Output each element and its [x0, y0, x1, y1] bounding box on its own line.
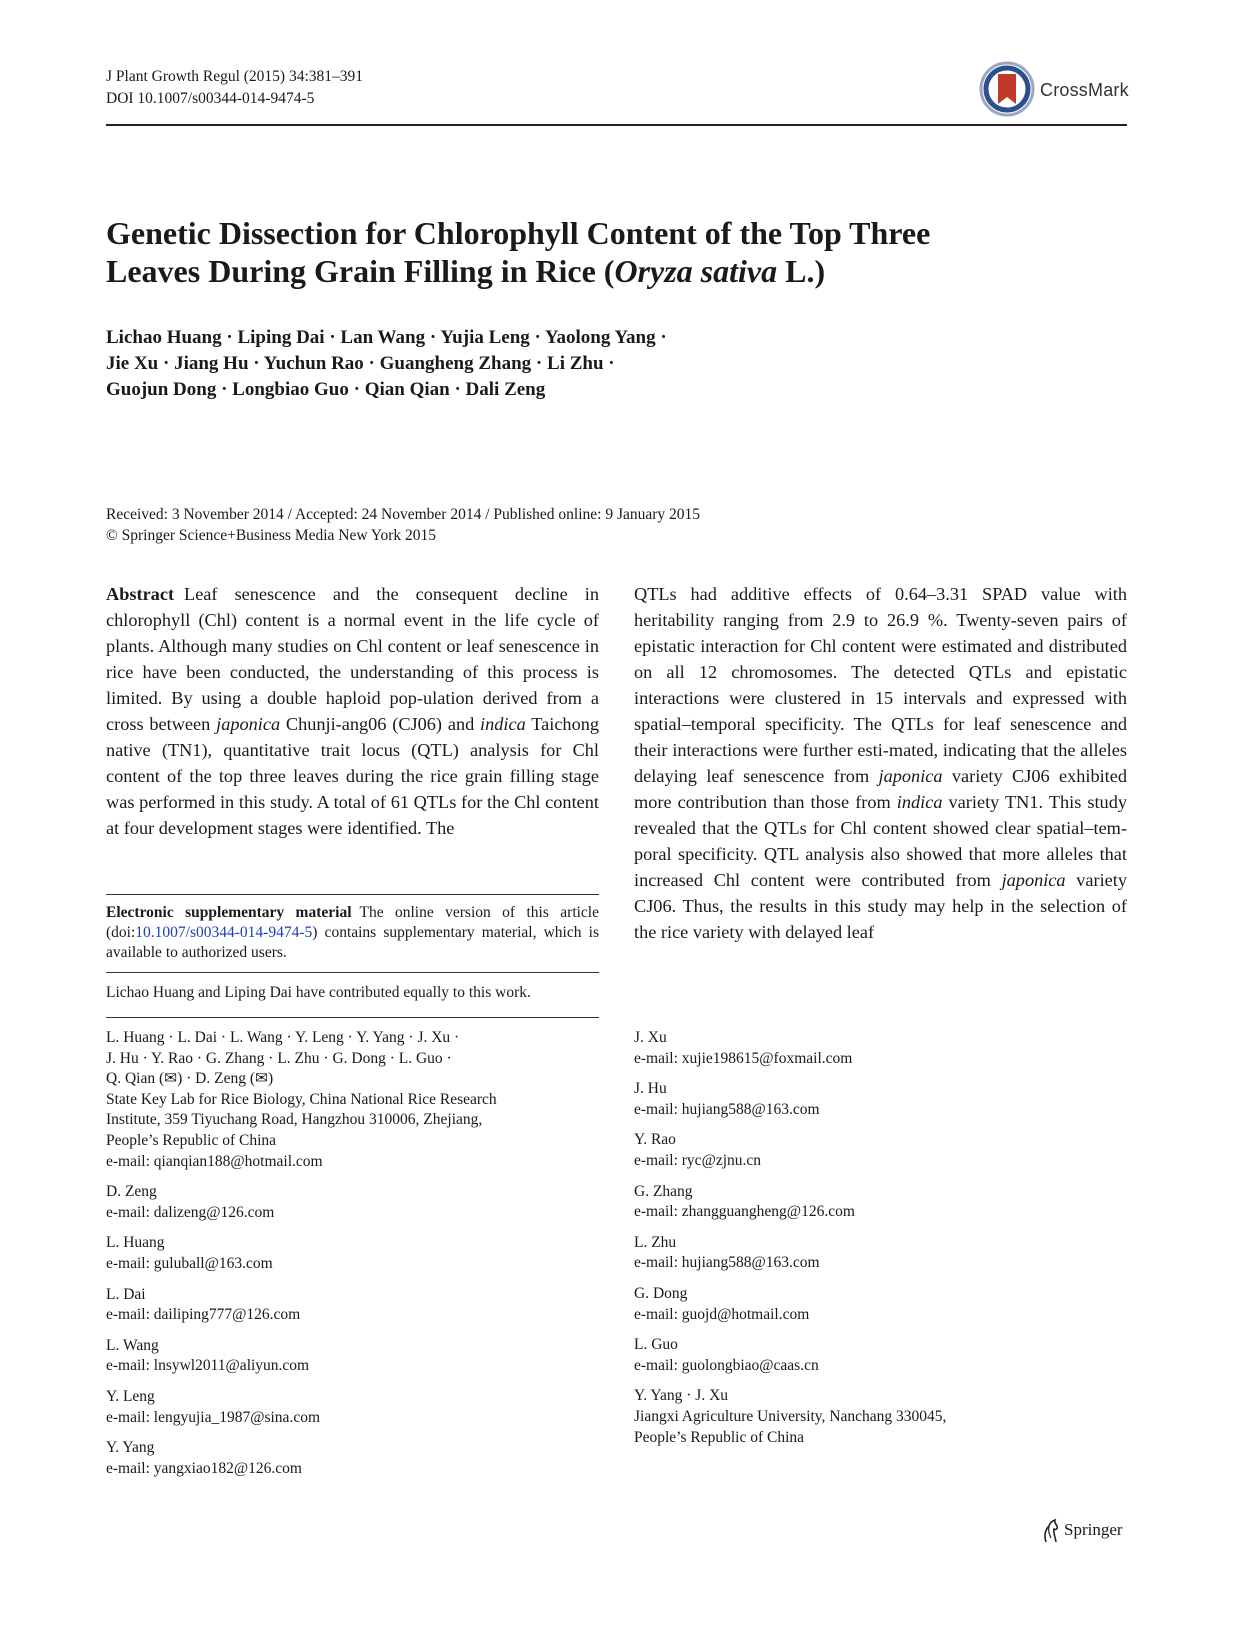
supplementary-doi-link[interactable]: 10.1007/s00344-014-9474-5 [135, 924, 313, 941]
contact-name: Y. Rao [634, 1131, 676, 1149]
contact-line: L. Huang · L. Dai · L. Wang · Y. Leng · Y. Yang · J. Xu · [106, 1029, 460, 1046]
abstract-text: Taichong native (TN1), quantitative trait locus (QTL) analysis for Chl content of the top three leaves during the rice grain filling stage was performed in this study. A total of 61 QTLs for the Chl content at four development stages were identified. The [106, 714, 599, 838]
contact-line: State Key Lab for Rice Biology, China National Rice Research [106, 1090, 497, 1108]
abstract-italic: indica [480, 714, 526, 734]
contact-email[interactable]: e-mail: guojd@hotmail.com [634, 1305, 810, 1323]
contact-block [634, 1284, 1127, 1325]
contact-email[interactable]: e-mail: hujiang588@163.com [634, 1100, 820, 1118]
contact-name: Y. Leng [106, 1387, 155, 1405]
contact-line: Q. Qian (✉) · D. Zeng (✉) [106, 1070, 274, 1088]
contact-block [634, 1386, 1127, 1448]
contact-block [634, 1079, 1127, 1120]
footnote-divider [106, 894, 599, 895]
abstract-text: QTLs had additive effects of 0.64–3.31 SPAD value with heritability ranging from 2.9 to 26.9 %. Twenty-seven pairs of epistatic interaction for Chl content were estimated and distributed on all 12 chromosomes. The detected QTLs and epistatic interactions were clustered in 15 intervals and expressed with spatial–temporal specificity. The QTLs for leaf senescence and their interactions were further esti-mated, indicating that the alleles delaying leaf senescence from [634, 584, 1127, 786]
journal-citation: J Plant Growth Regul (2015) 34:381–391 [106, 68, 364, 85]
contact-email[interactable]: e-mail: zhangguangheng@126.com [634, 1203, 855, 1221]
author-line-1: Lichao Huang · Liping Dai · Lan Wang · Yujia Leng · Yaolong Yang · [106, 327, 667, 348]
abstract-text: variety CJ06 exhibited more contribution than those from [634, 766, 1127, 812]
copyright: © Springer Science+Business Media New York 2015 [106, 527, 437, 544]
abstract-text: variety TN1. This study revealed that the QTLs for Chl content showed clear spatial–tem-poral specificity. QTL analysis also showed that more alleles that increased Chl content were contributed from [634, 792, 1127, 890]
crossmark-label: CrossMark [1040, 80, 1129, 100]
contact-block [634, 1130, 1127, 1171]
contact-name: L. Dai [106, 1285, 146, 1303]
contact-email[interactable]: e-mail: ryc@zjnu.cn [634, 1151, 762, 1169]
contact-block [106, 1028, 599, 1172]
article-title [106, 214, 1066, 290]
contact-block [634, 1233, 1127, 1274]
abstract-italic: japonica [216, 714, 281, 734]
contact-block [106, 1336, 599, 1377]
abstract-left-column [106, 581, 599, 841]
contact-name: L. Guo [634, 1336, 678, 1354]
affiliations-left [106, 1028, 599, 1489]
header-rule [106, 124, 1127, 126]
equal-contribution-note: Lichao Huang and Liping Dai have contributed equally to this work. [106, 984, 531, 1001]
springer-logo [1040, 1518, 1140, 1546]
contact-name: L. Huang [106, 1234, 165, 1252]
contact-line: People’s Republic of China [106, 1131, 277, 1149]
title-line-2 [106, 252, 1066, 290]
contact-line: People’s Republic of China [634, 1428, 805, 1446]
title-line-1: Genetic Dissection for Chlorophyll Content of the Top Three [106, 215, 931, 251]
contact-block [106, 1285, 599, 1326]
abstract-text: variety CJ06. Thus, the results in this study may help in the selection of the rice variety with delayed leaf [634, 870, 1127, 942]
doi-line: DOI 10.1007/s00344-014-9474-5 [106, 90, 315, 107]
crossmark-icon [978, 60, 1036, 118]
contact-name: G. Zhang [634, 1182, 693, 1200]
contact-name: G. Dong [634, 1284, 688, 1302]
journal-header [106, 66, 363, 110]
abstract-text: Chunji-ang06 (CJ06) and [280, 714, 481, 734]
abstract-italic: japonica [1001, 870, 1066, 890]
title-line-2-pre: Leaves During Grain Filling in Rice ( [106, 253, 615, 289]
contact-email[interactable]: e-mail: hujiang588@163.com [634, 1254, 820, 1272]
supplementary-text: The online version of this article (doi: [106, 904, 599, 941]
abstract-label: Abstract [106, 584, 175, 604]
author-list [106, 325, 806, 403]
contact-block [106, 1387, 599, 1428]
contact-name: Y. Yang · J. Xu [634, 1387, 729, 1405]
contact-name: J. Xu [634, 1029, 667, 1046]
footnote-divider [106, 1017, 599, 1018]
footnote-divider [106, 972, 599, 973]
contact-email[interactable]: e-mail: lengyujia_1987@sina.com [106, 1408, 321, 1426]
author-line-2: Jie Xu · Jiang Hu · Yuchun Rao · Guangheng Zhang · Li Zhu · [106, 353, 615, 374]
contact-email[interactable]: e-mail: yangxiao182@126.com [106, 1459, 302, 1477]
contact-email[interactable]: e-mail: guluball@163.com [106, 1254, 273, 1272]
affiliations-right [634, 1028, 1127, 1458]
publication-dates [106, 504, 700, 546]
title-species: Oryza sativa [614, 253, 778, 289]
contact-block [634, 1335, 1127, 1376]
author-line-3: Guojun Dong · Longbiao Guo · Qian Qian · Dali Zeng [106, 379, 546, 400]
abstract-italic: japonica [878, 766, 943, 786]
contact-block [106, 1438, 599, 1479]
contact-email[interactable]: e-mail: dalizeng@126.com [106, 1203, 275, 1221]
supplementary-label: Electronic supplementary material [106, 904, 352, 921]
contact-name: L. Zhu [634, 1233, 677, 1251]
contact-email[interactable]: e-mail: dailiping777@126.com [106, 1306, 301, 1324]
contact-email[interactable]: e-mail: xujie198615@foxmail.com [634, 1049, 853, 1067]
contact-email[interactable]: e-mail: qianqian188@hotmail.com [106, 1152, 323, 1170]
contact-block [634, 1028, 1127, 1069]
contact-line: Institute, 359 Tiyuchang Road, Hangzhou 310006, Zhejiang, [106, 1111, 483, 1129]
contact-name: Y. Yang [106, 1439, 155, 1457]
contact-name: L. Wang [106, 1336, 159, 1354]
supplementary-note [106, 903, 599, 963]
abstract-italic: indica [896, 792, 943, 812]
contact-block [106, 1182, 599, 1223]
contact-name: J. Hu [634, 1080, 667, 1098]
contact-block [634, 1182, 1127, 1223]
contact-block [106, 1233, 599, 1274]
crossmark-badge[interactable] [978, 60, 1128, 118]
springer-horse-icon [1040, 1518, 1062, 1544]
supplementary-text: ) contains supplementary material, which is available to authorized users. [106, 924, 599, 961]
contact-email[interactable]: e-mail: guolongbiao@caas.cn [634, 1356, 819, 1374]
contact-name: D. Zeng [106, 1183, 157, 1201]
abstract-right-column [634, 581, 1127, 945]
contact-email[interactable]: e-mail: lnsywl2011@aliyun.com [106, 1357, 310, 1375]
springer-label: Springer [1064, 1520, 1123, 1539]
date-history: Received: 3 November 2014 / Accepted: 24 November 2014 / Published online: 9 January 2015 [106, 506, 701, 523]
abstract-text: Leaf senescence and the consequent decline in chlorophyll (Chl) content is a normal event in the life cycle of plants. Although many studies on Chl content or leaf senescence in rice have been conducted, the understanding of this process is limited. By using a double haploid pop-ulation derived from a cross between [106, 584, 599, 734]
title-line-2-post: L.) [777, 253, 826, 289]
contact-line: Jiangxi Agriculture University, Nanchang 330045, [634, 1407, 947, 1425]
contact-line: J. Hu · Y. Rao · G. Zhang · L. Zhu · G. Dong · L. Guo · [106, 1049, 452, 1067]
